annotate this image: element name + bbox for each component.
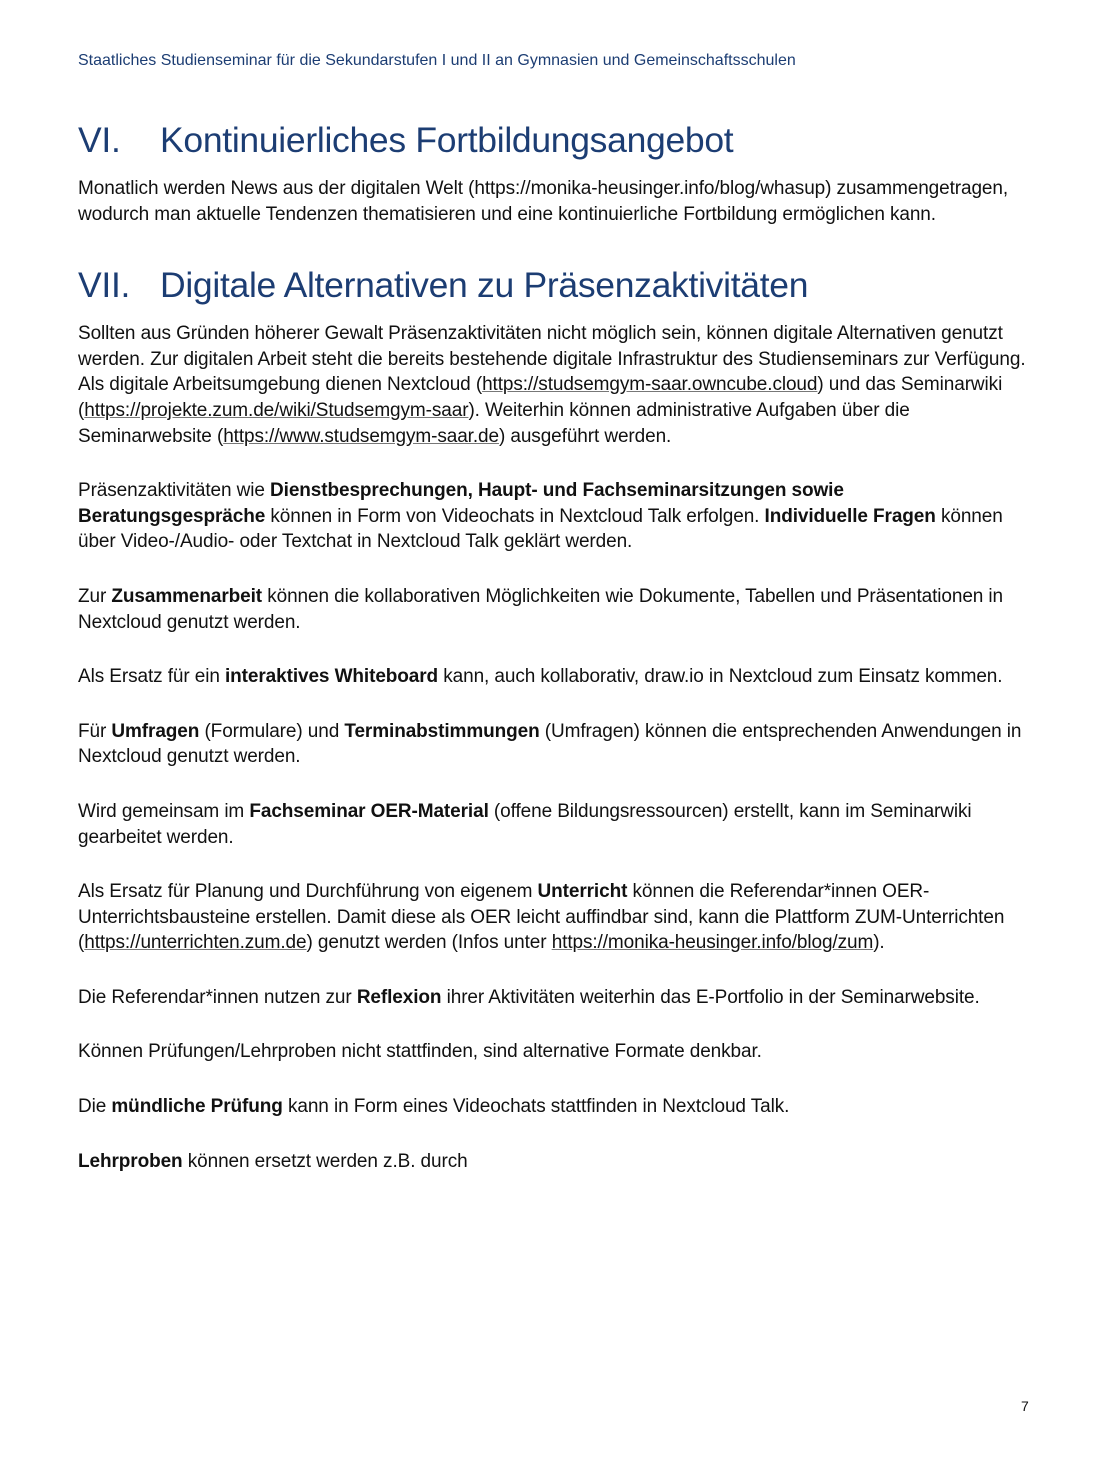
text: Für [78,720,112,742]
bold-text: Zusammenarbeit [111,585,263,607]
section-heading [78,263,1033,307]
text: ). Weiterhin können administrative Aufgaben über die Seminarwebsite ( [78,399,910,447]
link[interactable]: https://projekte.zum.de/wiki/Studsemgym-saar [84,399,469,421]
text: Als Ersatz für Planung und Durchführung von eigenem [78,881,538,903]
section-number: VI. [78,120,121,160]
bold-text: Unterricht [537,881,628,903]
text: Präsenzaktivitäten wie [78,480,271,502]
text: Sollten aus Gründen höherer Gewalt Präsenzaktivitäten nicht möglich sein, können digitale Alternativen genutzt werden. Zur digitalen Arbeit steht die bereits bestehende digitale Infrastruktur des Studienseminars zur Verfügung. Als digitale Arbeitsumgebung dienen Nextcloud ( [78,323,1026,396]
paragraph [78,799,1033,850]
link[interactable]: https://unterrichten.zum.de [84,932,307,954]
bold-text: mündliche Prüfung [111,1096,283,1118]
bold-text: Lehrproben [78,1150,183,1172]
text: ) ausgeführt werden. [498,425,672,447]
section-title: Kontinuierliches Fortbildungsangebot [160,120,734,160]
paragraph [78,321,1033,449]
paragraph [78,1149,1033,1175]
text: ). [873,932,885,954]
paragraph [78,664,1033,690]
text: ihrer Aktivitäten weiterhin das E-Portfolio in der Seminarwebsite. [441,986,980,1008]
text: kann in Form eines Videochats stattfinden in Nextcloud Talk. [282,1096,790,1118]
paragraph [78,584,1033,635]
bold-text: Umfragen [111,720,200,742]
page-number: 7 [1021,1398,1029,1414]
text: Wird gemeinsam im [78,800,250,822]
text: können über Video-/Audio- oder Textchat in Nextcloud Talk geklärt werden. [78,505,1003,553]
bold-text: Reflexion [356,986,442,1008]
section-heading [78,118,1033,162]
link[interactable]: https://studsemgym-saar.owncube.cloud [482,374,818,396]
bold-text: Dienstbesprechungen, Haupt- und Fachseminarsitzungen sowie Beratungsgespräche [78,480,844,527]
paragraph [78,985,1033,1011]
document-body [78,118,1033,1203]
link[interactable]: https://monika-heusinger.info/blog/zum [551,932,874,954]
text: Monatlich werden News aus der digitalen Welt (https://monika-heusinger.info/blog/whasup) zusammengetragen, wodurch man aktuelle Tendenzen thematisieren und eine kontinuierliche Fortbildung ermöglichen kann. [78,178,1009,225]
text: können die Referendar*innen OER-Unterrichtsbausteine erstellen. Damit diese als OER leicht auffindbar sind, kann die Plattform ZUM-Unterrichten ( [78,881,1005,954]
text: Die [78,1096,112,1118]
paragraph [78,719,1033,770]
text: (offene Bildungsressourcen) erstellt, kann im Seminarwiki gearbeitet werden. [78,800,972,848]
text: können in Form von Videochats in Nextcloud Talk erfolgen. [265,505,765,527]
link[interactable]: https://www.studsemgym-saar.de [223,425,499,447]
text: Können Prüfungen/Lehrproben nicht stattfinden, sind alternative Formate denkbar. [78,1041,762,1063]
bold-text: interaktives Whiteboard [224,666,439,688]
paragraph [78,1039,1033,1065]
text: ) genutzt werden (Infos unter [306,932,552,954]
bold-text: Individuelle Fragen [764,505,936,527]
text: ) und das Seminarwiki ( [78,374,1003,421]
paragraph [78,176,1033,227]
document-header: Staatliches Studienseminar für die Sekundarstufen I und II an Gymnasien und Gemeinschaftsschulen [78,52,796,69]
paragraph [78,879,1033,956]
paragraph [78,1094,1033,1120]
text: Zur [78,585,112,607]
text: Die Referendar*innen nutzen zur [78,986,357,1008]
section-title: Digitale Alternativen zu Präsenzaktivitäten [160,265,809,306]
text: können die kollaborativen Möglichkeiten wie Dokumente, Tabellen und Präsentationen in Nextcloud genutzt werden. [78,585,1004,633]
section-number: VII. [78,265,131,306]
text: kann, auch kollaborativ, draw.io in Nextcloud zum Einsatz kommen. [438,666,1003,688]
text: können ersetzt werden z.B. durch [182,1150,468,1172]
text: (Umfragen) können die entsprechenden Anwendungen in Nextcloud genutzt werden. [78,720,1022,768]
text: (Formulare) und [199,720,345,742]
paragraph [78,478,1033,555]
bold-text: Fachseminar OER-Material [249,800,489,822]
bold-text: Terminabstimmungen [344,720,540,742]
text: Als Ersatz für ein [78,666,225,688]
